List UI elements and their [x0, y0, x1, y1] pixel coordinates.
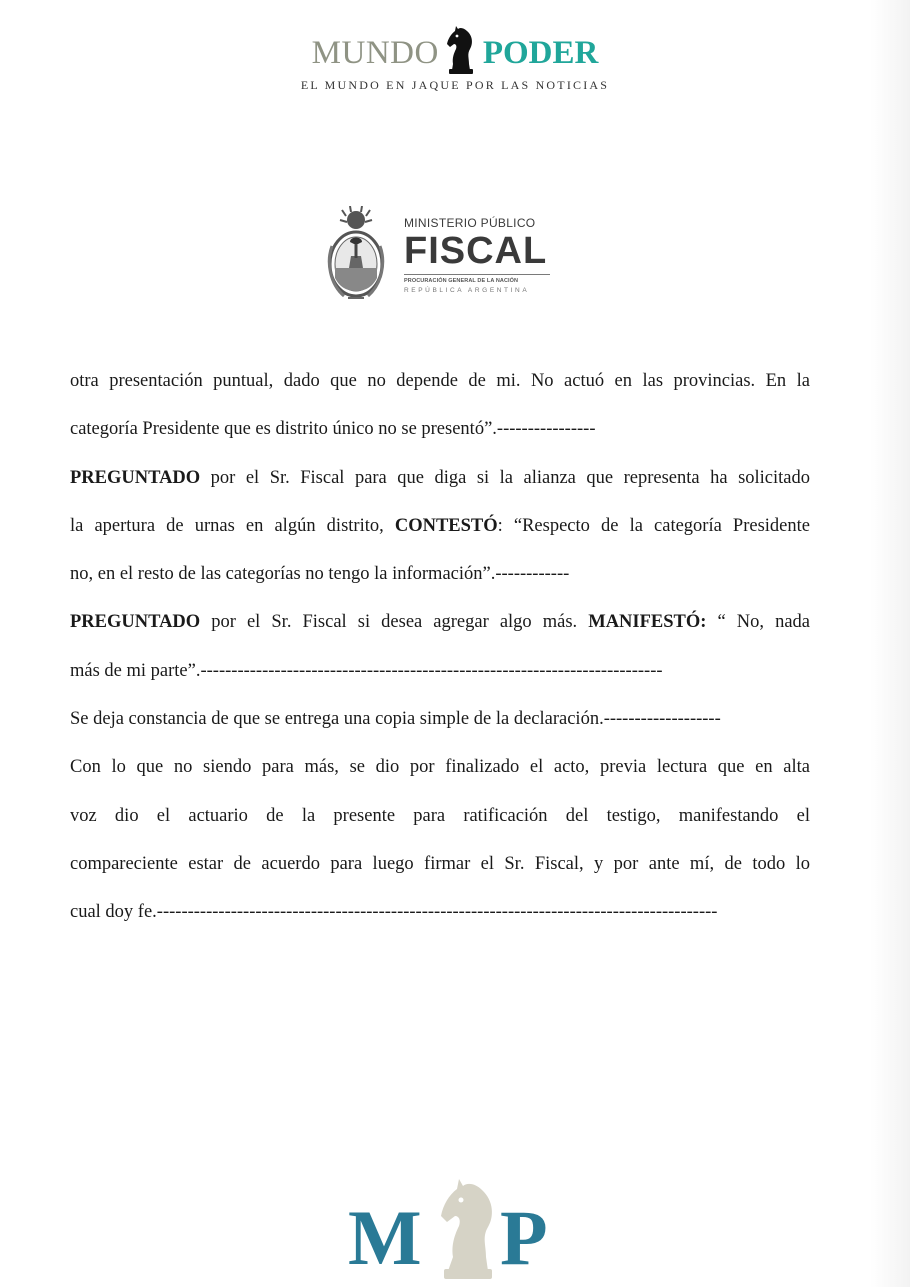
paragraph-line: Con lo que no siendo para más, se dio por finalizado el acto, previa lectura que en alta — [70, 757, 810, 778]
institution-republica: REPÚBLICA ARGENTINA — [404, 287, 530, 294]
line-text: la apertura de urnas en algún distrito, — [70, 515, 395, 536]
brand-mundo: MUNDO — [311, 35, 439, 71]
chess-knight-icon — [432, 1175, 504, 1283]
line-text: “ No, nada — [706, 612, 810, 633]
mundo-poder-footer-logo — [348, 1175, 568, 1285]
bold-term: PREGUNTADO — [70, 467, 201, 488]
bold-term: PREGUNTADO — [70, 612, 201, 633]
institution-fiscal: FISCAL — [404, 230, 548, 272]
line-text: por el Sr. Fiscal si desea agregar algo más. — [200, 612, 589, 633]
brand-poder: PODER — [482, 35, 599, 71]
paragraph-line — [70, 507, 810, 555]
paragraph-line: otra presentación puntual, dado que no depende de mi. No actuó en las provincias. En la — [70, 371, 810, 391]
footer-letter-m: M — [348, 1194, 422, 1281]
institution-procuracion: PROCURACIÓN GENERAL DE LA NACIÓN — [404, 278, 519, 284]
footer-letter-p: P — [500, 1194, 548, 1281]
paragraph-line: Se deja constancia de que se entrega una copia simple de la declaración.------------------- — [70, 709, 721, 730]
document-body — [70, 362, 810, 942]
argentina-coat-of-arms-icon — [324, 206, 388, 304]
paragraph-line: más de mi parte”.--------------------------------------------------------------------------- — [70, 660, 663, 681]
chess-knight-icon — [443, 24, 479, 76]
paragraph-line — [70, 603, 810, 651]
line-text: : “Respecto de la categoría Presidente — [497, 515, 810, 536]
paragraph-line: no, en el resto de las categorías no tengo la información”.------------ — [70, 564, 570, 585]
bold-term: CONTESTÓ — [394, 515, 498, 536]
page-edge-shadow — [870, 0, 910, 1287]
paragraph-line: categoría Presidente que es distrito único no se presentó”.---------------- — [70, 419, 596, 440]
line-text: por el Sr. Fiscal para que diga si la alianza que representa ha solicitado — [200, 467, 810, 488]
brand-tagline: EL MUNDO EN JAQUE POR LAS NOTICIAS — [300, 78, 610, 92]
mundo-poder-watermark — [0, 20, 910, 93]
ministerio-publico-fiscal-logo — [324, 205, 556, 305]
paragraph-line: voz dio el actuario de la presente para ratificación del testigo, manifestando el — [70, 805, 810, 826]
paragraph-line: compareciente estar de acuerdo para luego firmar el Sr. Fiscal, y por ante mí, de todo lo — [70, 853, 810, 874]
bold-term: MANIFESTÓ: — [588, 612, 707, 633]
institution-ministerio: MINISTERIO PÚBLICO — [404, 216, 536, 230]
institution-divider — [404, 274, 550, 275]
paragraph-line — [70, 459, 810, 507]
paragraph-line: cual doy fe.------------------------------------------------------------------------------------------- — [70, 902, 718, 923]
